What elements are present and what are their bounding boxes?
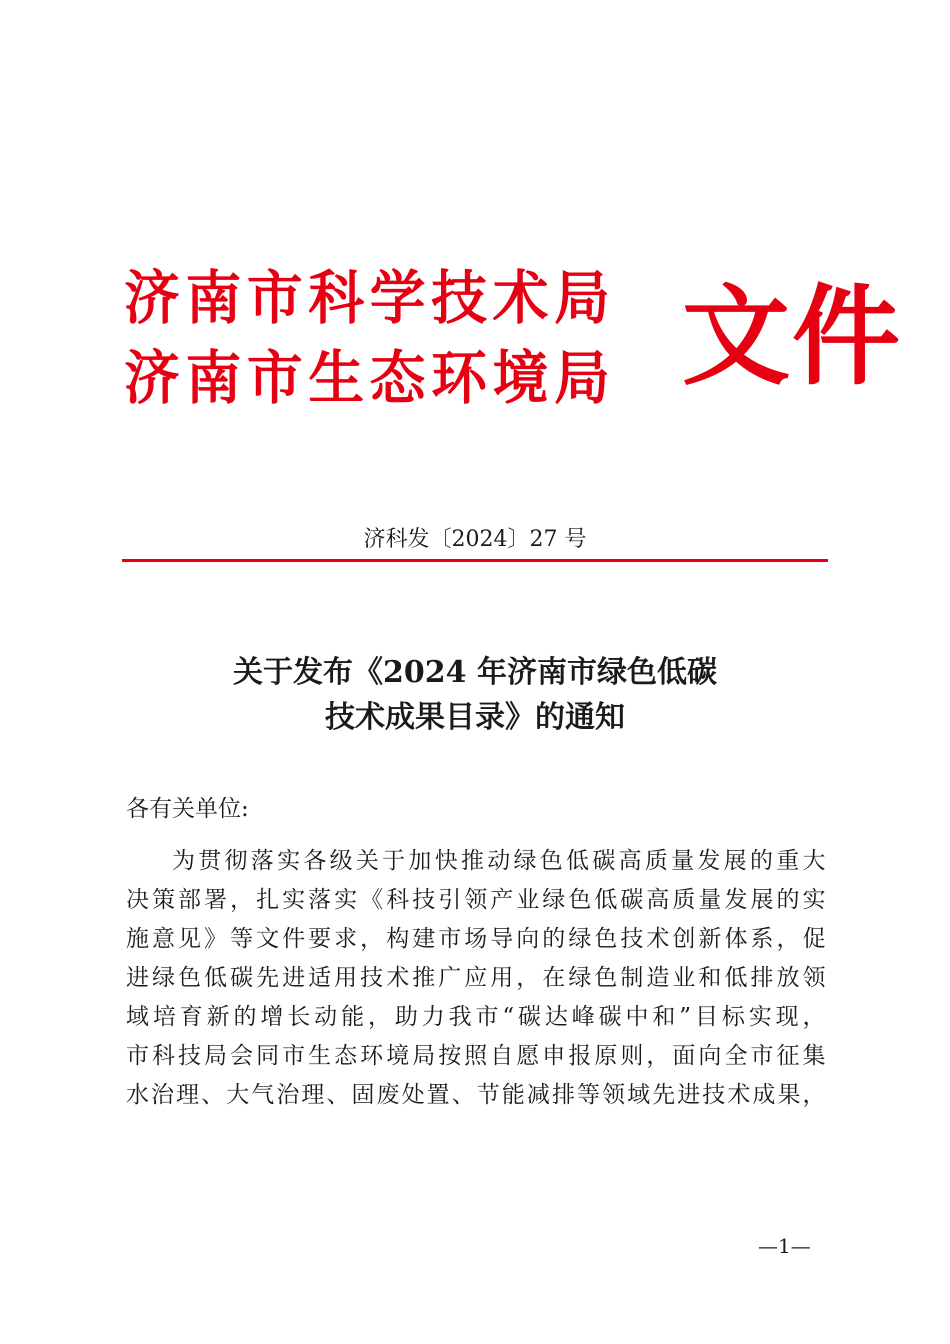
page-number: —1— <box>758 1234 811 1258</box>
body-line: 域培育新的增长动能，助力我市“碳达峰碳中和”目标实现， <box>126 1004 826 1030</box>
title-line: 技术成果目录》的通知 <box>325 700 625 735</box>
document-header-suffix: 文件 <box>682 274 903 400</box>
org-name-science-technology: 济南市科学技术局 <box>124 264 616 332</box>
body-line: 市科技局会同市生态环境局按照自愿申报原则，面向全市征集 <box>126 1043 826 1069</box>
title-line: 关于发布《2024 年济南市绿色低碳 <box>233 655 717 690</box>
document-title <box>0 650 950 740</box>
body-line: 决策部署，扎实落实《科技引领产业绿色低碳高质量发展的实 <box>126 887 826 913</box>
body-line: 为贯彻落实各级关于加快推动绿色低碳高质量发展的重大 <box>172 848 826 874</box>
red-divider-line <box>122 559 828 562</box>
org-name-ecology-environment: 济南市生态环境局 <box>124 344 616 412</box>
salutation: 各有关单位: <box>126 796 249 822</box>
issuing-organizations <box>124 258 684 418</box>
body-line: 水治理、大气治理、固废处置、节能减排等领域先进技术成果， <box>126 1082 826 1108</box>
body-paragraph <box>126 842 826 1115</box>
body-line: 进绿色低碳先进适用技术推广应用，在绿色制造业和低排放领 <box>126 965 826 991</box>
document-number: 济科发〔2024〕27 号 <box>363 527 587 552</box>
body-line: 施意见》等文件要求，构建市场导向的绿色技术创新体系，促 <box>126 926 826 952</box>
